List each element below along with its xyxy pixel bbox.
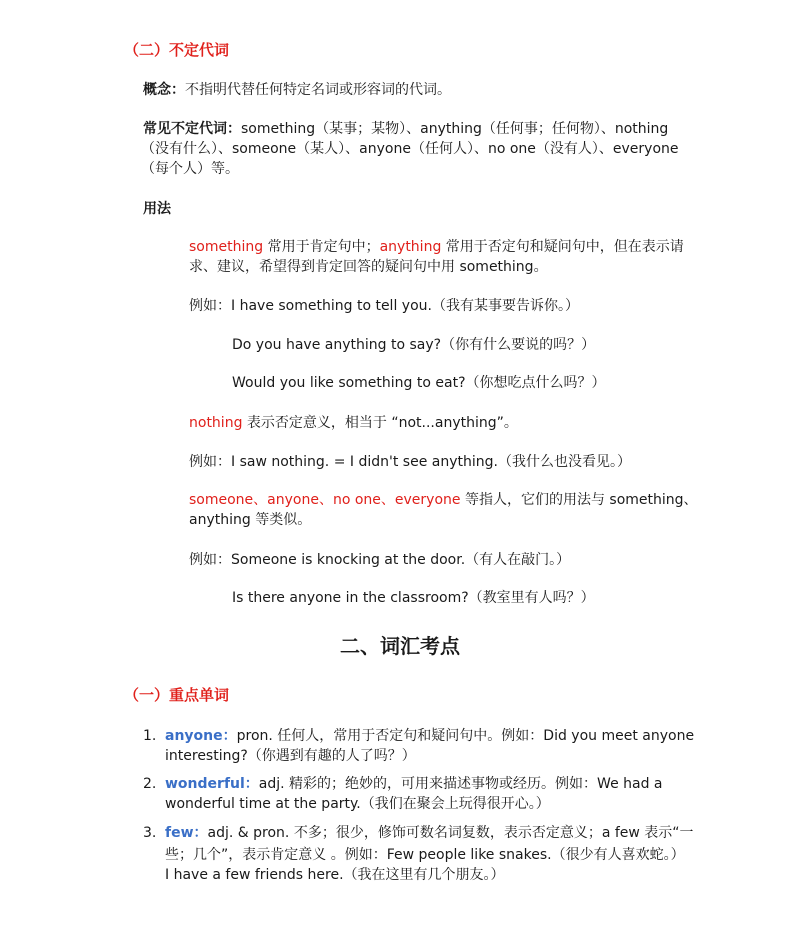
example-label: 例如：: [189, 298, 231, 314]
concept-label: 概念：: [143, 82, 185, 98]
vocab-item-line-2: 些；几个”，表示肯定意义 。例如：Few people like snakes.（很少有人喜欢蛇。）: [165, 847, 685, 863]
rule-1-line-2: 求、建议，希望得到肯定回答的疑问句中用 something。: [189, 259, 548, 275]
vocab-item-line-2: interesting?（你遇到有趣的人了吗？）: [165, 748, 416, 764]
vocab-item-number: 3.: [143, 825, 157, 841]
rule-3-line-1: [189, 490, 698, 510]
example-2: Do you have anything to say?（你有什么要说的吗？）: [232, 337, 596, 353]
rule-2: [189, 413, 518, 433]
vocab-item-number: 2.: [143, 776, 157, 792]
keyword-something: something: [189, 239, 264, 255]
example-4-text: I saw nothing. = I didn't see anything.（我什么也没看见。）: [231, 454, 631, 470]
rule-3-text: 等指人，它们的用法与 something、: [460, 492, 698, 508]
concept-paragraph: [143, 80, 451, 100]
example-1-text: I have something to tell you.（我有某事要告诉你。）: [231, 298, 579, 314]
vocab-item-number: 1.: [143, 728, 157, 744]
vocab-item-line-3: I have a few friends here.（我在这里有几个朋友。）: [165, 867, 505, 883]
common-pronouns-label: 常见不定代词：: [143, 121, 241, 137]
rule-1-line-1: [189, 237, 684, 257]
section-heading-key-words: （一）重点单词: [124, 686, 230, 704]
example-6: Is there anyone in the classroom?（教室里有人吗？）: [232, 590, 595, 606]
example-3: Would you like something to eat?（你想吃点什么吗？）: [232, 375, 606, 391]
common-pronouns-line-1: [143, 119, 668, 139]
example-4: [189, 452, 631, 472]
keyword-people-pronouns: someone、anyone、no one、everyone: [189, 492, 461, 508]
keyword-anything: anything: [379, 239, 442, 255]
keyword-nothing: nothing: [189, 415, 243, 431]
example-5-text: Someone is knocking at the door.（有人在敲门。）: [231, 552, 571, 568]
common-pronouns-line-2: （没有什么）、someone（某人）、anyone（任何人）、no one（没有人）、everyone: [141, 141, 679, 157]
section-heading-indefinite-pronouns: （二）不定代词: [124, 41, 230, 59]
rule-3-line-2: anything 等类似。: [189, 512, 312, 528]
vocab-colon: ：: [193, 825, 208, 841]
rule-1-text-b: 常用于否定句和疑问句中，但在表示请: [441, 239, 684, 255]
example-label: 例如：: [189, 552, 231, 568]
vocab-word-anyone: anyone: [165, 728, 223, 744]
vocab-item-line-1: [165, 823, 694, 843]
vocab-section-title: 二、词汇考点: [340, 634, 460, 658]
vocab-colon: ：: [244, 776, 259, 792]
example-label: 例如：: [189, 454, 231, 470]
example-1: [189, 296, 579, 316]
vocab-item-text: pron. 任何人，常用于否定句和疑问句中。例如：Did you meet anyone: [236, 728, 695, 744]
common-pronouns-line-3: （每个人）等。: [141, 161, 239, 177]
vocab-word-wonderful: wonderful: [165, 776, 245, 792]
vocab-item-text: adj. & pron. 不多；很少，修饰可数名词复数，表示否定意义；a few 表示“一: [207, 825, 694, 841]
vocab-colon: ：: [222, 728, 237, 744]
vocab-item-line-1: [165, 726, 694, 746]
rule-1-text-a: 常用于肯定句中；: [263, 239, 380, 255]
vocab-word-few: few: [165, 825, 194, 841]
usage-label: 用法: [143, 201, 171, 217]
vocab-item-line-1: [165, 774, 663, 794]
rule-2-text: 表示否定意义，相当于 “not...anything”。: [242, 415, 518, 431]
vocab-item-line-2: wonderful time at the party.（我们在聚会上玩得很开心。）: [165, 796, 550, 812]
concept-text: 不指明代替任何特定名词或形容词的代词。: [185, 82, 451, 98]
example-5: [189, 550, 570, 570]
common-pronouns-text-1: something（某事；某物）、anything（任何事；任何物）、nothing: [241, 121, 669, 137]
vocab-item-text: adj. 精彩的；绝妙的，可用来描述事物或经历。例如：We had a: [258, 776, 663, 792]
